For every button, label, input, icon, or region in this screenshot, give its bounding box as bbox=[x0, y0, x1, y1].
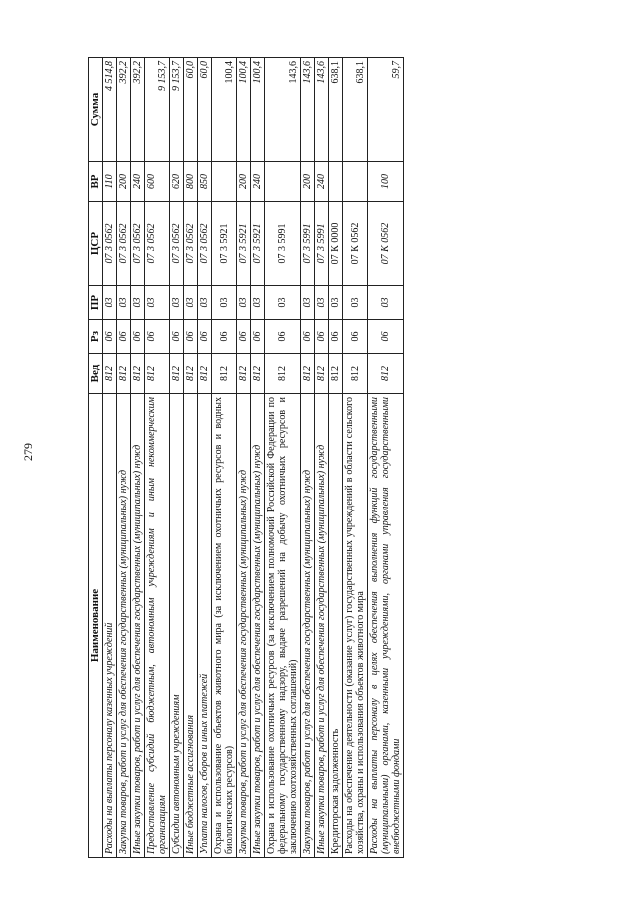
budget-table bbox=[88, 57, 404, 858]
header-csr: ЦСР bbox=[89, 202, 103, 286]
table-row bbox=[301, 58, 315, 858]
cell-ved: 812 bbox=[170, 354, 184, 394]
cell-pr: 03 bbox=[265, 286, 301, 320]
cell-csr: 07 К 0000 bbox=[329, 202, 343, 286]
cell-name: Закупка товаров, работ и услуг для обеспечения государственных (муниципальных) нужд bbox=[117, 394, 131, 858]
cell-sum: 100,4 bbox=[212, 58, 237, 162]
cell-ved: 812 bbox=[251, 354, 265, 394]
cell-ved: 812 bbox=[131, 354, 145, 394]
cell-vr: 200 bbox=[301, 162, 315, 202]
cell-vr: 240 bbox=[251, 162, 265, 202]
cell-sum: 143,6 bbox=[301, 58, 315, 162]
cell-pr: 03 bbox=[301, 286, 315, 320]
cell-ved: 812 bbox=[301, 354, 315, 394]
cell-name: Предоставление субсидий бюджетным, автономным учреждениям и иным некоммерческим организациям bbox=[145, 394, 170, 858]
cell-csr: 07 К 0562 bbox=[343, 202, 368, 286]
cell-vr: 620 bbox=[170, 162, 184, 202]
cell-csr: 07 3 0562 bbox=[198, 202, 212, 286]
cell-pr: 03 bbox=[117, 286, 131, 320]
cell-name: Иные бюджетные ассигнования bbox=[184, 394, 198, 858]
header-sum: Сумма bbox=[89, 58, 103, 162]
cell-pr: 03 bbox=[212, 286, 237, 320]
cell-rz: 06 bbox=[212, 320, 237, 354]
cell-csr: 07 3 0562 bbox=[170, 202, 184, 286]
cell-csr: 07 3 5921 bbox=[251, 202, 265, 286]
cell-rz: 06 bbox=[184, 320, 198, 354]
cell-pr: 03 bbox=[170, 286, 184, 320]
cell-vr: 200 bbox=[237, 162, 251, 202]
cell-name: Кредиторская задолженность bbox=[329, 394, 343, 858]
cell-sum: 143,6 bbox=[315, 58, 329, 162]
cell-vr: 800 bbox=[184, 162, 198, 202]
cell-ved: 812 bbox=[117, 354, 131, 394]
cell-sum: 392,2 bbox=[117, 58, 131, 162]
cell-ved: 812 bbox=[145, 354, 170, 394]
table-row bbox=[198, 58, 212, 858]
cell-name: Иные закупки товаров, работ и услуг для обеспечения государственных (муниципальных) нужд bbox=[315, 394, 329, 858]
table-row bbox=[329, 58, 343, 858]
cell-rz: 06 bbox=[117, 320, 131, 354]
cell-csr: 07 3 5921 bbox=[212, 202, 237, 286]
cell-name: Субсидии автономным учреждениям bbox=[170, 394, 184, 858]
cell-vr bbox=[265, 162, 301, 202]
cell-sum: 60,0 bbox=[184, 58, 198, 162]
cell-csr: 07 3 0562 bbox=[184, 202, 198, 286]
cell-pr: 03 bbox=[131, 286, 145, 320]
cell-vr: 110 bbox=[103, 162, 117, 202]
table-row bbox=[170, 58, 184, 858]
cell-csr: 07 3 5991 bbox=[301, 202, 315, 286]
cell-pr: 03 bbox=[343, 286, 368, 320]
cell-ved: 812 bbox=[343, 354, 368, 394]
cell-rz: 06 bbox=[131, 320, 145, 354]
cell-ved: 812 bbox=[212, 354, 237, 394]
cell-csr: 07 3 0562 bbox=[117, 202, 131, 286]
cell-pr: 03 bbox=[368, 286, 404, 320]
cell-name: Расходы на обеспечение деятельности (оказание услуг) государственных учреждений в области сельского хозяйства, охраны и использования объектов животного мира bbox=[343, 394, 368, 858]
cell-sum: 9 153,7 bbox=[145, 58, 170, 162]
cell-sum: 392,2 bbox=[131, 58, 145, 162]
cell-rz: 06 bbox=[368, 320, 404, 354]
cell-rz: 06 bbox=[329, 320, 343, 354]
cell-rz: 06 bbox=[170, 320, 184, 354]
cell-csr: 07 3 0562 bbox=[131, 202, 145, 286]
cell-pr: 03 bbox=[315, 286, 329, 320]
cell-csr: 07 3 0562 bbox=[145, 202, 170, 286]
cell-name: Закупка товаров, работ и услуг для обеспечения государственных (муниципальных) нужд bbox=[237, 394, 251, 858]
cell-sum: 59,7 bbox=[368, 58, 404, 162]
table-row bbox=[117, 58, 131, 858]
cell-vr bbox=[343, 162, 368, 202]
page-number: 279 bbox=[21, 443, 35, 461]
cell-ved: 812 bbox=[368, 354, 404, 394]
cell-sum: 100,4 bbox=[251, 58, 265, 162]
cell-pr: 03 bbox=[103, 286, 117, 320]
cell-pr: 03 bbox=[184, 286, 198, 320]
cell-vr: 240 bbox=[131, 162, 145, 202]
cell-csr: 07 3 5921 bbox=[237, 202, 251, 286]
cell-sum: 100,4 bbox=[237, 58, 251, 162]
cell-vr: 240 bbox=[315, 162, 329, 202]
header-name: Наименование bbox=[89, 394, 103, 858]
cell-pr: 03 bbox=[198, 286, 212, 320]
cell-rz: 06 bbox=[315, 320, 329, 354]
table-row bbox=[184, 58, 198, 858]
cell-name: Иные закупки товаров, работ и услуг для обеспечения государственных (муниципальных) нужд bbox=[131, 394, 145, 858]
cell-sum: 638,1 bbox=[329, 58, 343, 162]
cell-vr bbox=[212, 162, 237, 202]
cell-csr: 07 3 5991 bbox=[265, 202, 301, 286]
cell-csr: 07 К 0562 bbox=[368, 202, 404, 286]
table-row bbox=[145, 58, 170, 858]
header-ved: Вед bbox=[89, 354, 103, 394]
cell-name: Расходы на выплаты персоналу казенных учреждений bbox=[103, 394, 117, 858]
table-row bbox=[315, 58, 329, 858]
cell-ved: 812 bbox=[198, 354, 212, 394]
table-row bbox=[237, 58, 251, 858]
cell-sum: 9 153,7 bbox=[170, 58, 184, 162]
cell-vr: 200 bbox=[117, 162, 131, 202]
cell-sum: 143,6 bbox=[265, 58, 301, 162]
cell-sum: 60,0 bbox=[198, 58, 212, 162]
cell-name: Уплата налогов, сборов и иных платежей bbox=[198, 394, 212, 858]
cell-vr bbox=[329, 162, 343, 202]
cell-rz: 06 bbox=[301, 320, 315, 354]
cell-pr: 03 bbox=[145, 286, 170, 320]
cell-name: Закупка товаров, работ и услуг для обеспечения государственных (муниципальных) нужд bbox=[301, 394, 315, 858]
cell-ved: 812 bbox=[237, 354, 251, 394]
header-vr: ВР bbox=[89, 162, 103, 202]
cell-vr: 100 bbox=[368, 162, 404, 202]
table-row bbox=[343, 58, 368, 858]
cell-pr: 03 bbox=[251, 286, 265, 320]
table-row bbox=[265, 58, 301, 858]
cell-rz: 06 bbox=[237, 320, 251, 354]
cell-ved: 812 bbox=[265, 354, 301, 394]
cell-rz: 06 bbox=[198, 320, 212, 354]
cell-name: Охрана и использование объектов животного мира (за исключением охотничьих ресурсов и водных биологических ресурсов) bbox=[212, 394, 237, 858]
cell-sum: 4 514,8 bbox=[103, 58, 117, 162]
table-row bbox=[103, 58, 117, 858]
cell-ved: 812 bbox=[184, 354, 198, 394]
cell-rz: 06 bbox=[265, 320, 301, 354]
cell-name: Охрана и использование охотничьих ресурсов (за исключением полномочий Российской Федерации по федеральному государственному надзору, выдаче разрешений на добычу охотничьих ресурсов и заключению охотхозяйственных соглашений) bbox=[265, 394, 301, 858]
cell-pr: 03 bbox=[329, 286, 343, 320]
cell-vr: 850 bbox=[198, 162, 212, 202]
cell-vr: 600 bbox=[145, 162, 170, 202]
cell-rz: 06 bbox=[251, 320, 265, 354]
cell-csr: 07 3 0562 bbox=[103, 202, 117, 286]
cell-rz: 06 bbox=[145, 320, 170, 354]
table-row bbox=[131, 58, 145, 858]
cell-name: Расходы на выплаты персоналу в целях обеспечения выполнения функций государственными (муниципальными) органами, казенными учреждениями, органами управления государственными внебюджетными фондами bbox=[368, 394, 404, 858]
cell-csr: 07 3 5991 bbox=[315, 202, 329, 286]
cell-name: Иные закупки товаров, работ и услуг для обеспечения государственных (муниципальных) нужд bbox=[251, 394, 265, 858]
cell-ved: 812 bbox=[315, 354, 329, 394]
cell-rz: 06 bbox=[343, 320, 368, 354]
cell-ved: 812 bbox=[329, 354, 343, 394]
cell-ved: 812 bbox=[103, 354, 117, 394]
header-pr: ПР bbox=[89, 286, 103, 320]
table-row bbox=[368, 58, 404, 858]
cell-rz: 06 bbox=[103, 320, 117, 354]
table-header-row bbox=[89, 58, 103, 858]
header-rz: Рз bbox=[89, 320, 103, 354]
table-row bbox=[251, 58, 265, 858]
cell-sum: 638,1 bbox=[343, 58, 368, 162]
rotated-table-container bbox=[88, 58, 610, 858]
table-row bbox=[212, 58, 237, 858]
cell-pr: 03 bbox=[237, 286, 251, 320]
